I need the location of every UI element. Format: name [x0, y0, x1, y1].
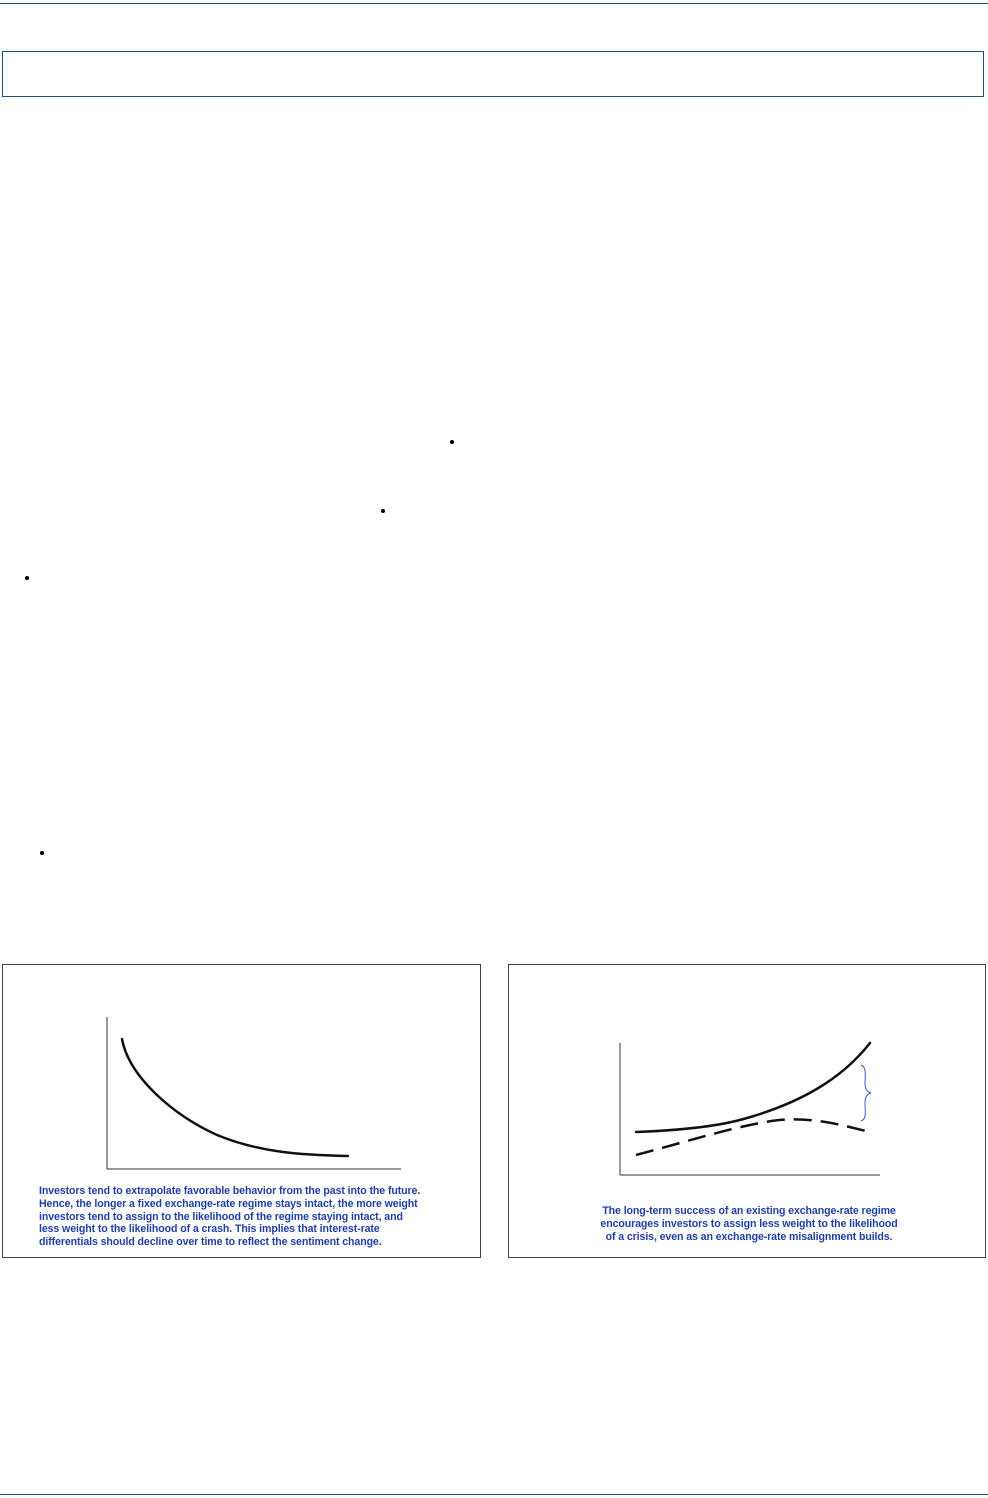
curly-brace-icon — [861, 1065, 871, 1121]
caption-line: The long-term success of an existing exchange-rate regime — [602, 1205, 896, 1217]
bullet-dot — [25, 576, 29, 580]
figure-right — [508, 964, 986, 1258]
caption-line: Hence, the longer a fixed exchange-rate regime stays intact, the more weight — [39, 1197, 418, 1210]
dashed-curve — [636, 1119, 866, 1155]
figure-right-caption — [569, 1205, 929, 1243]
figure-left — [2, 964, 481, 1258]
caption-line: differentials should decline over time to reflect the sentiment change. — [39, 1236, 382, 1249]
header-box — [2, 51, 984, 97]
figure-left-caption — [39, 1185, 479, 1249]
caption-line: less weight to the likelihood of a crash. This implies that interest-rate — [39, 1223, 380, 1236]
bullet-dot — [450, 440, 454, 444]
solid-curve — [636, 1043, 870, 1132]
bullet-dot — [40, 851, 44, 855]
top-rule — [0, 3, 988, 4]
caption-line: Investors tend to extrapolate favorable behavior from the past into the future. — [39, 1185, 421, 1197]
declining-curve — [122, 1039, 348, 1156]
bullet-dot — [381, 509, 385, 513]
caption-line: of a crisis, even as an exchange-rate misalignment builds. — [605, 1230, 893, 1243]
caption-line: investors tend to assign to the likelihood of the regime staying intact, and — [39, 1210, 403, 1223]
bottom-rule — [0, 1494, 988, 1495]
caption-line: encourages investors to assign less weight to the likelihood — [600, 1217, 898, 1230]
